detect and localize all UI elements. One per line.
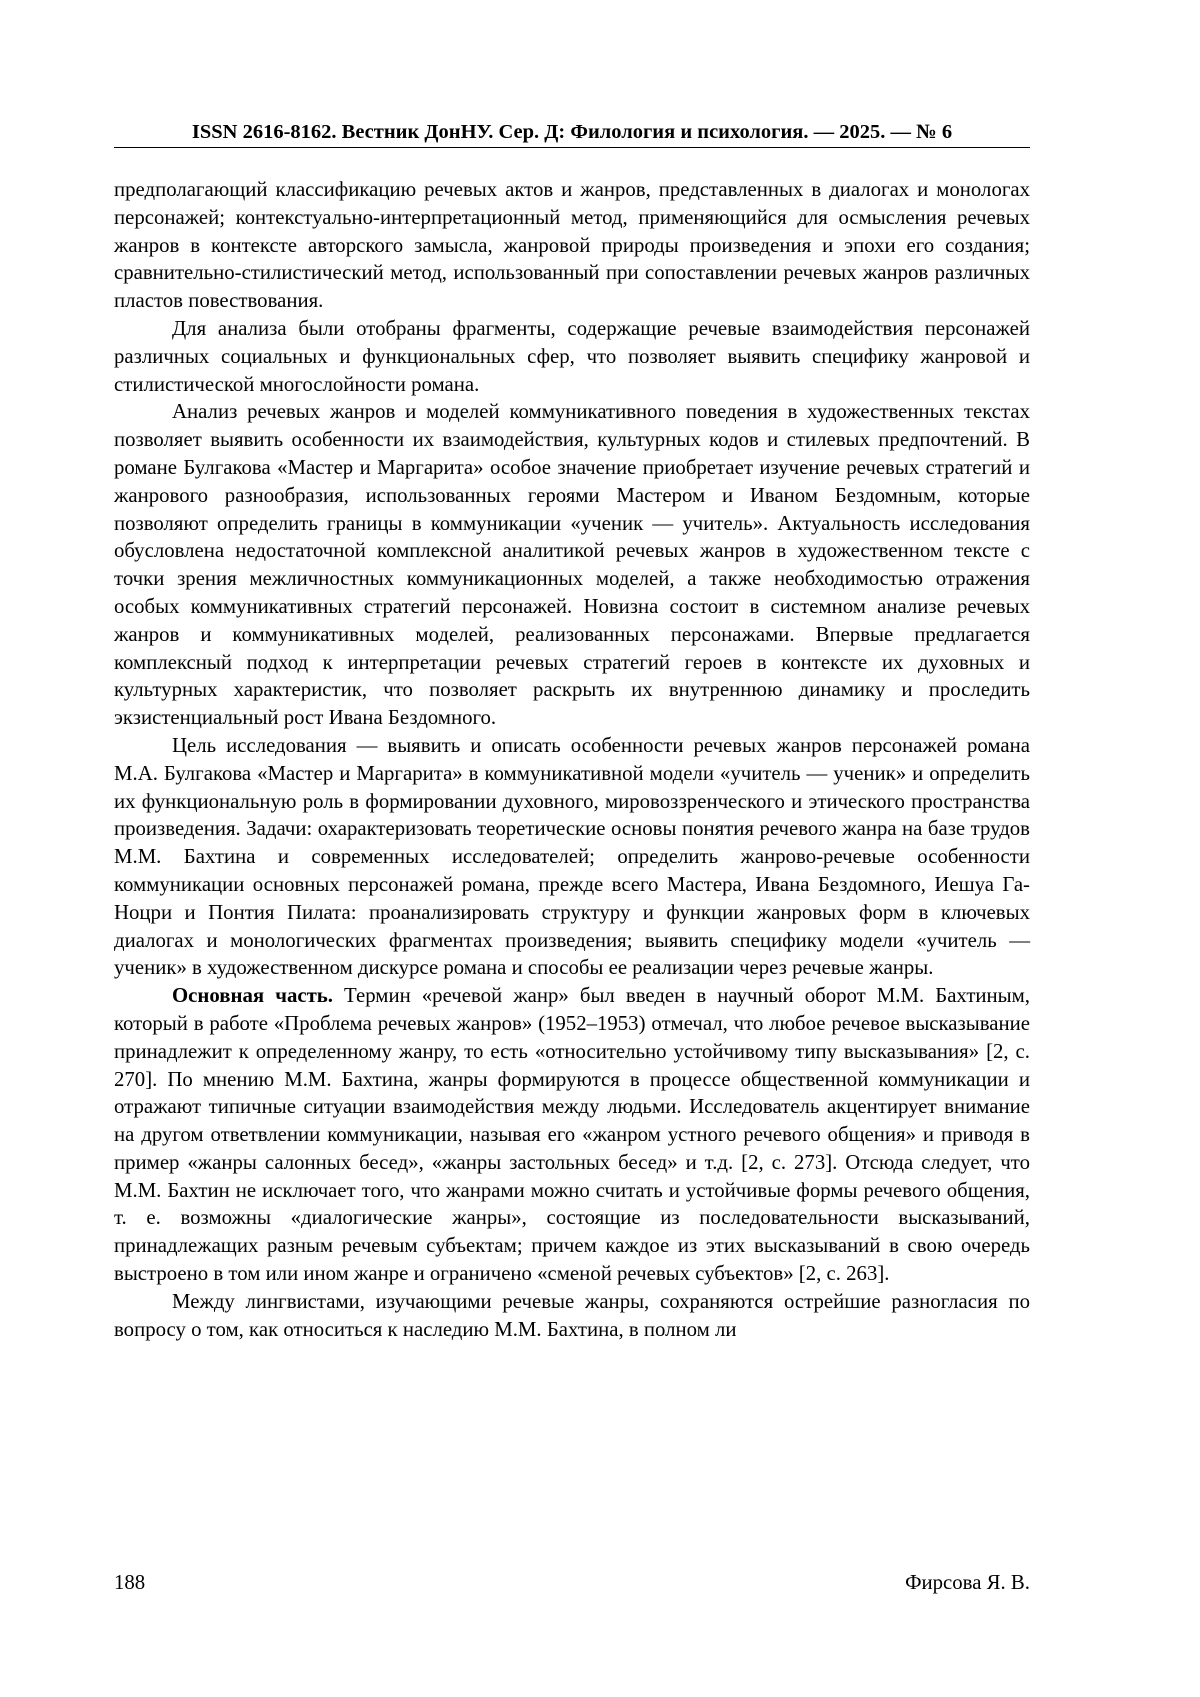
page-number: 188 (114, 1571, 146, 1594)
paragraph-linguists-debate: Между лингвистами, изучающими речевые жанры, сохраняются острейшие разногласия по вопросу о том, как относиться к наследию М.М. Бахтина, в полном ли (114, 1289, 1030, 1341)
paragraph-main-part-text: Термин «речевой жанр» был введен в научный оборот М.М. Бахтиным, который в работе «Проблема речевых жанров» (1952–1953) отмечал, что любое речевое высказывание принадлежит к определенному жанру, то есть «относительно устойчивому типу высказывания» [2, с. 270]. По мнению М.М. Бахтина, жанры формируются в процессе общественной коммуникации и отражают типичные ситуации взаимодействия между людьми. Исследователь акцентирует внимание на другом ответвлении коммуникации, называя его «жанром устного речевого общения» и приводя в пример «жанры салонных бесед», «жанры застольных бесед» и т.д. [2, с. 273]. Отсюда следует, что М.М. Бахтин не исключает того, что жанрами можно считать и устойчивые формы речевого общения, т. е. возможны «диалогические жанры», состоящие из последовательности высказываний, принадлежащих разным речевым субъектам; причем каждое из этих высказываний в свою очередь выстроено в том или ином жанре и ограничено «сменой речевых субъектов» [2, с. 263]. (114, 984, 1030, 1286)
footer-author: Фирсова Я. В. (905, 1571, 1030, 1594)
running-header-title: ISSN 2616-8162. Вестник ДонНУ. Сер. Д: Филология и психология. — 2025. — № 6 (191, 121, 953, 143)
paragraph-material: Для анализа были отобраны фрагменты, содержащие речевые взаимодействия персонажей различных социальных и функциональных сфер, что позволяет выявить специфику жанровой и стилистической многослойности романа. (114, 316, 1030, 396)
paragraph-methods-continued: предполагающий классификацию речевых актов и жанров, представленных в диалогах и монологах персонажей; контекстуально-интерпретационный метод, применяющийся для осмысления речевых жанров в контексте авторского замысла, жанровой природы произведения и эпохи его создания; сравнительно-стилистический метод, использованный при сопоставлении речевых жанров различных пластов повествования. (114, 178, 1030, 313)
paragraph-main-part (114, 982, 1030, 1288)
running-header (114, 117, 1030, 148)
section-lead-in: Основная часть. (172, 984, 333, 1008)
article-body (114, 176, 1030, 1343)
paragraph-aim-and-tasks: Цель исследования — выявить и описать особенности речевых жанров персонажей романа М.А. Булгакова «Мастер и Маргарита» в коммуникативной модели «учитель — ученик» и определить их функциональную роль в формировании духовного, мировоззренческого и этического пространства произведения. Задачи: охарактеризовать теоретические основы понятия речевого жанра на базе трудов М.М. Бахтина и современных исследователей; определить жанрово-речевые особенности коммуникации основных персонажей романа, прежде всего Мастера, Ивана Бездомного, Иешуа Га-Ноцри и Понтия Пилата: проанализировать структуру и функции жанровых форм в ключевых диалогах и монологических фрагментах произведения; выявить специфику модели «учитель — ученик» в художественном дискурсе романа и способы ее реализации через речевые жанры. (114, 733, 1030, 980)
paragraph-relevance: Анализ речевых жанров и моделей коммуникативного поведения в художественных текстах позволяет выявить особенности их взаимодействия, культурных кодов и стилевых предпочтений. В романе Булгакова «Мастер и Маргарита» особое значение приобретает изучение речевых стратегий и жанрового разнообразия, использованных героями Мастером и Иваном Бездомным, которые позволяют определить границы в коммуникации «ученик — учитель». Актуальность исследования обусловлена недостаточной комплексной аналитикой речевых жанров в художественном тексте с точки зрения межличностных коммуникационных моделей, а также необходимостью отражения особых коммуникативных стратегий персонажей. Новизна состоит в системном анализе речевых жанров и коммуникативных моделей, реализованных персонажами. Впервые предлагается комплексный подход к интерпретации речевых стратегий героев в контексте их духовных и культурных характеристик, что позволяет раскрыть их внутреннюю динамику и проследить экзистенциальный рост Ивана Бездомного. (114, 400, 1030, 730)
page-footer (114, 1568, 1030, 1598)
